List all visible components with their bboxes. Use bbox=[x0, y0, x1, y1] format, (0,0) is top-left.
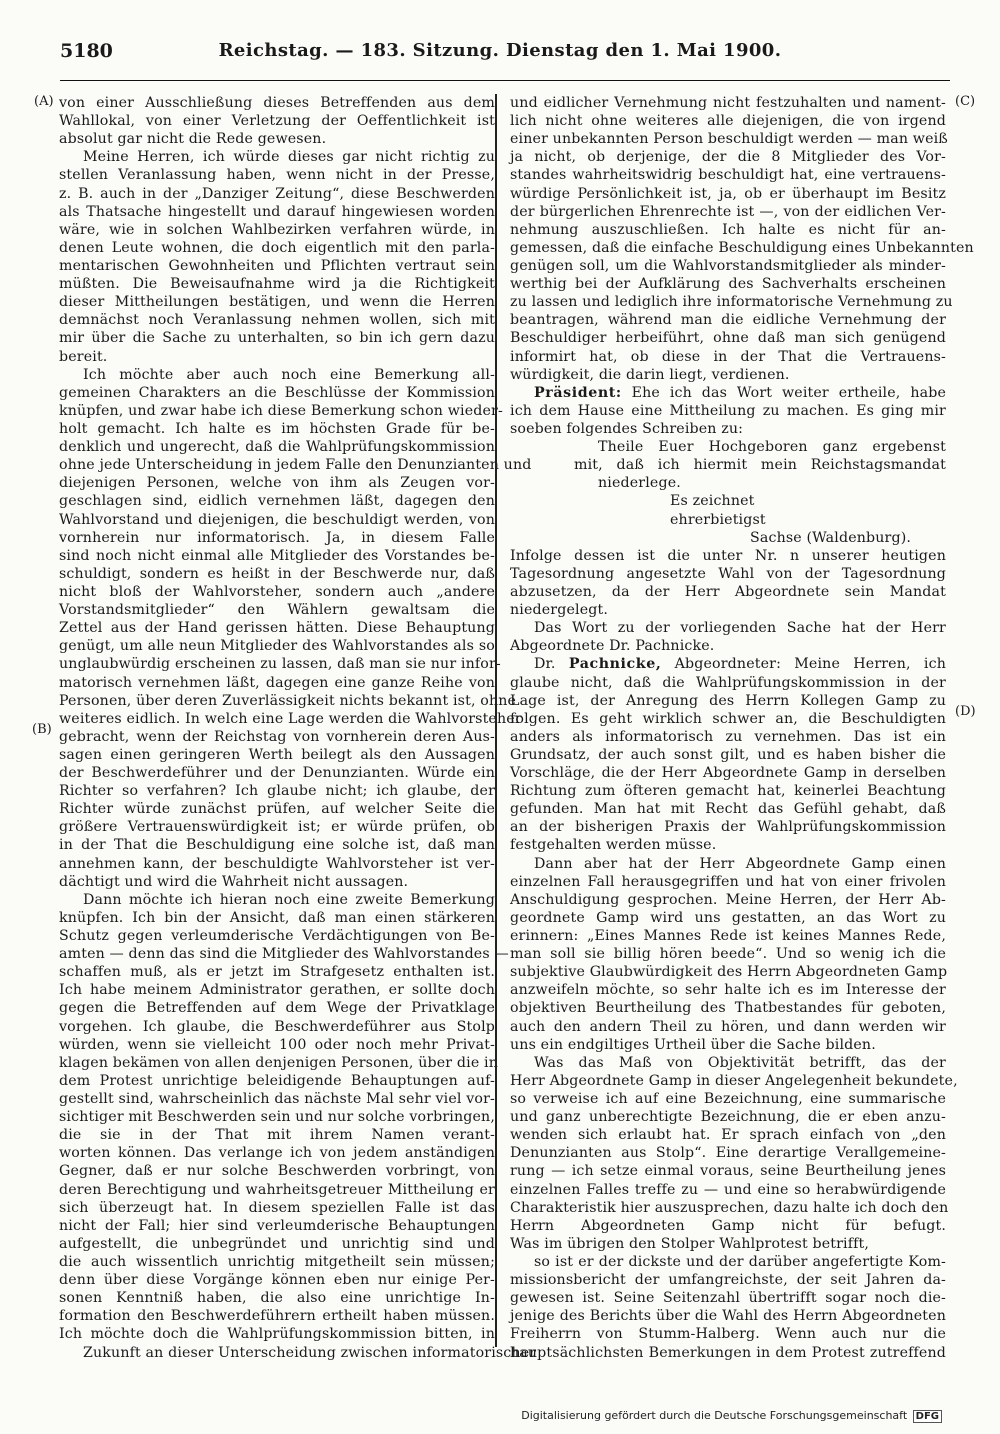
left-column-text-line: Wahlvorstand und diejenigen, die beschuldigt werden, von bbox=[59, 511, 495, 528]
right-column-text-line: Denunzianten aus Stolp“. Eine derartige Verallgemeine- bbox=[510, 1145, 946, 1162]
footer-credit: Digitalisierung gefördert durch die Deutsche Forschungsgemeinschaft bbox=[521, 1409, 908, 1422]
right-column-text-line: abzusetzen, da der Herr Abgeordnete sein Mandat bbox=[510, 583, 946, 600]
right-column-text-line: Herrn Abgeordneten Gamp nicht für befugt. bbox=[510, 1217, 946, 1234]
left-column-text-line: Zukunft an dieser Unterscheidung zwischen informatorischer bbox=[83, 1344, 537, 1361]
left-column-text-line: der Beschwerdeführer und der Denunzianten. Würde ein bbox=[59, 765, 495, 782]
right-column-text-line: Theile Euer Hochgeboren ganz ergebenst bbox=[598, 439, 946, 456]
left-column-text-line: stellen Veranlassung haben, wenn nicht in der Presse, bbox=[59, 167, 495, 184]
left-column-text-line: von einer Ausschließung dieses Betreffenden aus dem bbox=[59, 95, 495, 111]
right-column-text-line: Dr. Pachnicke, Abgeordneter: Meine Herren, ich bbox=[534, 656, 946, 673]
right-column-text-line: Beschuldiger herbeiführt, ohne daß man sich genügend bbox=[510, 330, 946, 347]
left-column-text-line: würden, wenn sie vielleicht 100 oder noch mehr Privat- bbox=[59, 1036, 495, 1053]
right-column-text-line: Tagesordnung angesetzte Wahl von der Tagesordnung bbox=[510, 565, 946, 582]
right-column-text-line: geordnete Gamp wird uns gestatten, an das Wort zu bbox=[510, 909, 946, 926]
left-column-text-line: Ich möchte aber auch noch eine Bemerkung all- bbox=[83, 366, 495, 383]
left-column-text-line: ohne jede Unterscheidung in jedem Falle den Denunzianten und bbox=[59, 457, 532, 474]
left-column-text-line: Personen, über deren Zuverlässigkeit nichts bekannt ist, ohne bbox=[59, 692, 517, 709]
right-column-text-line: Richtung zum öfteren gemacht hat, keinerlei Beachtung bbox=[510, 783, 946, 800]
left-column-text-line: matorisch vernehmen läßt, dagegen eine ganze Reihe von bbox=[59, 674, 495, 691]
right-column-text-line: Präsident: Ehe ich das Wort weiter ertheile, habe bbox=[534, 384, 946, 401]
left-column-text-line: denn über diese Vorgänge können eben nur einige Per- bbox=[59, 1272, 495, 1289]
left-column-text-line: nicht bloß der Wahlvorsteher, sondern auch „andere bbox=[59, 583, 495, 600]
running-title: Reichstag. — 183. Sitzung. Dienstag den 1. Mai 1900. bbox=[218, 40, 782, 61]
left-column-text-line: annehmen kann, der beschuldigte Wahlvorsteher ist ver- bbox=[59, 855, 495, 872]
left-column-text-line: denen Leute wohnen, die doch eigentlich mit den parla- bbox=[59, 239, 495, 256]
left-column-text-line: weiteres eidlich. In welch eine Lage werden die Wahlvorsteher bbox=[59, 710, 522, 727]
right-column-text-line: ja nicht, ob derjenige, der die 8 Mitglieder des Vor- bbox=[510, 149, 946, 166]
column-divider bbox=[495, 94, 497, 1347]
right-column-text-line: so verweise ich auf eine Bezeichnung, eine summarische bbox=[510, 1091, 946, 1108]
right-column-text-line: niedergelegt. bbox=[510, 602, 608, 619]
left-column-text-line: nicht der Fall; hier sind verleumderische Behauptungen bbox=[59, 1217, 495, 1234]
left-column-text-line: Vorstandsmitglieder“ den Wählern gewaltsam die bbox=[59, 602, 495, 619]
left-column-text-line: vorgehen. Ich glaube, die Beschwerdeführer aus Stolp bbox=[59, 1018, 495, 1035]
left-column-text-line: die sie in der That mit ihrem Namen verant- bbox=[59, 1127, 495, 1144]
left-column-text-line: unglaubwürdig erscheinen zu lassen, daß man sie nur infor- bbox=[59, 656, 501, 673]
right-column-text-line: niederlege. bbox=[598, 475, 681, 492]
right-column-text-line: Freiherrn von Stumm-Halberg. Wenn auch nur die bbox=[510, 1326, 946, 1343]
right-column-text-line: gewesen ist. Seine Seitenzahl übertrifft sogar noch die- bbox=[510, 1290, 946, 1307]
left-column-text-line: deren Berechtigung und wahrheitsgetreuer Mittheilung er bbox=[59, 1181, 495, 1198]
left-column-text-line: demnächst noch Veranlassung nehmen wollen, sich mit bbox=[59, 312, 495, 329]
left-column-text-line: Ich möchte doch die Wahlprüfungskommission bitten, in bbox=[59, 1326, 495, 1343]
right-column-text-line: standes wahrheitswidrig beschuldigt hat, eine vertrauens- bbox=[510, 167, 946, 184]
left-column-text-line: geschlagen sind, eidlich vernehmen läßt, dagegen den bbox=[59, 493, 495, 510]
right-column-text-line: so ist er der dickste und der darüber angefertigte Kom- bbox=[534, 1254, 946, 1270]
left-column-text-line: schuldigt, sondern es heißt in der Beschwerde nur, daß bbox=[59, 565, 495, 582]
left-column-text-line: die auch wissentlich unrichtig mitgetheilt sein müssen; bbox=[59, 1254, 495, 1270]
right-column-text-line: und ganz unberechtigte Bezeichnung, die er eben anzu- bbox=[510, 1109, 946, 1126]
page-number: 5180 bbox=[60, 40, 113, 62]
margin-mark-d: (D) bbox=[955, 704, 976, 719]
left-column-text-line: gebracht, wenn der Reichstag von vornherein deren Aus- bbox=[59, 728, 495, 745]
left-column-text-line: aufgestellt, die unbegründet und unrichtig sind und bbox=[59, 1235, 495, 1252]
right-column-text-line: anzweifeln möchte, so sehr halte ich es im Interesse der bbox=[510, 982, 946, 999]
right-column-text-line: hauptsächlichsten Bemerkungen in dem Protest zutreffend bbox=[510, 1344, 946, 1361]
speaker-name: Präsident: bbox=[534, 384, 622, 401]
left-column-text-line: z. B. auch in der „Danziger Zeitung“, diese Beschwerden bbox=[59, 185, 495, 202]
left-column-text-line: vornherein nur informatorisch. Ja, in diesem Falle bbox=[59, 529, 495, 546]
left-column-text-line: dem Protest unrichtige beleidigende Behauptungen auf- bbox=[59, 1072, 495, 1089]
left-column-text-line: worten können. Das verlange ich von jedem anständigen bbox=[59, 1145, 495, 1162]
right-column-text-line: gefunden. Man hat mit Recht das Gefühl gehabt, daß bbox=[510, 801, 946, 818]
right-column-text-line: man soll sie billig hören beede“. Und so wenig ich die bbox=[510, 946, 946, 963]
left-column-text-line: klagen bekämen von allen denjenigen Personen, über die in bbox=[59, 1054, 498, 1071]
right-column-text-line: einer unbekannten Person beschuldigt werden — man weiß bbox=[510, 131, 948, 148]
right-column-text-line: zu lassen und lediglich ihre informatorische Vernehmung zu bbox=[510, 294, 953, 311]
margin-mark-b: (B) bbox=[32, 722, 52, 737]
left-column-text-line: Ich habe meinem Administrator gerathen, er sollte doch bbox=[59, 982, 495, 999]
left-column-text-line: sagen einen geringeren Werth beilegt als den Aussagen bbox=[59, 746, 495, 763]
right-column-text-line: rung — ich setze einmal voraus, seine Beurtheilung jenes bbox=[510, 1163, 946, 1180]
left-column-text-line: sichtiger mit Beschwerden sein und nur solche vorbringen, bbox=[59, 1109, 495, 1126]
right-column-text-line: folgen. Es geht wirklich schwer an, die Beschuldigten bbox=[510, 710, 946, 727]
right-column-text-line: einzelnen Fall herausgegriffen und hat von einer frivolen bbox=[510, 873, 946, 890]
left-column-text-line: müßten. Die Beweisaufnahme wird ja die Richtigkeit bbox=[59, 276, 495, 293]
margin-mark-c: (C) bbox=[955, 94, 976, 109]
left-column-text-line: knüpfen, und zwar habe ich diese Bemerkung schon wieder- bbox=[59, 402, 503, 419]
right-column-text-line: jenige des Berichts über die Wahl des Herrn Abgeordneten bbox=[510, 1308, 946, 1325]
right-column-text-line: der bürgerlichen Ehrenrechte ist —, von der eidlichen Ver- bbox=[510, 203, 946, 220]
left-column-text-line: gemeinen Charakters an die Beschlüsse der Kommission bbox=[59, 384, 495, 401]
right-column-text-line: würdigkeit, die darin liegt, verdienen. bbox=[510, 366, 790, 383]
right-column-text-line: auch den andern Theil zu hören, und dann werden wir bbox=[510, 1018, 946, 1035]
left-column-text-line: gegen die Betreffenden auf dem Wege der Privatklage bbox=[59, 1000, 495, 1017]
left-column-text-line: sonen Kenntniß haben, die also eine unrichtige In- bbox=[59, 1290, 495, 1307]
right-column-text-line: einzelnen Falles treffe zu — und eine so herabwürdigende bbox=[510, 1181, 946, 1198]
right-column-text-line: nehmung auszuschließen. Ich halte es nicht für an- bbox=[510, 221, 946, 238]
right-column-text-line: Das Wort zu der vorliegenden Sache hat der Herr bbox=[534, 620, 946, 637]
left-column-text-line: dieser Mittheilungen bestätigen, und wenn die Herren bbox=[59, 294, 495, 311]
left-column-text-line: knüpfen. Ich bin der Ansicht, daß man einen stärkeren bbox=[59, 909, 495, 926]
right-column-text-line: genügen soll, um die Wahlvorstandsmitglieder als minder- bbox=[510, 257, 946, 274]
left-column-text-line: bereit. bbox=[59, 348, 108, 365]
right-column-text-line: Vorschläge, die der Herr Abgeordnete Gamp in derselben bbox=[510, 765, 946, 782]
left-column-text-line: formation den Beschwerdeführern ertheilt haben müssen. bbox=[59, 1308, 495, 1325]
left-column-text-line: genügt, um alle neun Mitglieder des Wahlvorstandes als so bbox=[59, 638, 495, 655]
right-column-text-line: erinnern: „Eines Mannes Rede ist keines Mannes Rede, bbox=[510, 928, 946, 945]
right-column-text-line: Sachse (Waldenburg). bbox=[750, 529, 912, 546]
left-column-text-line: mir über die Sache zu unterhalten, so bin ich gern dazu bbox=[59, 330, 495, 347]
right-column-text-line: würdige Persönlichkeit ist, ja, ob er überhaupt im Besitz bbox=[510, 185, 946, 202]
right-column-text-line: Dann aber hat der Herr Abgeordnete Gamp einen bbox=[534, 855, 946, 872]
left-column-text-line: diejenigen Personen, welche von ihm als Zeugen vor- bbox=[59, 475, 495, 492]
left-column-text-line: holt gemacht. Ich halte es im höchsten Grade für be- bbox=[59, 420, 495, 437]
left-column-text-line: schaffen muß, als er jetzt im Strafgesetz enthalten ist. bbox=[59, 964, 495, 981]
right-column-text-line: soeben folgendes Schreiben zu: bbox=[510, 420, 744, 437]
left-column-text-line: sich überzeugt hat. In diesem speziellen Falle ist das bbox=[59, 1199, 495, 1216]
right-column-text-line: ehrerbietigst bbox=[670, 511, 766, 528]
right-column-text-line: Abgeordnete Dr. Pachnicke. bbox=[510, 638, 715, 655]
right-column-text-line: glaube nicht, daß die Wahlprüfungskommission in der bbox=[510, 674, 946, 691]
right-column-text-line: lich nicht ohne weiteres alle diejenigen, die von irgend bbox=[510, 113, 946, 130]
right-column-text-line: Charakteristik hier auszusprechen, dazu halte ich doch den bbox=[510, 1199, 949, 1216]
margin-mark-a: (A) bbox=[34, 94, 54, 109]
left-column bbox=[59, 94, 537, 1362]
right-column-text-line: missionsbericht der umfangreichste, der seit Jahren da- bbox=[510, 1272, 946, 1289]
left-column-text-line: amten — denn das sind die Mitglieder des Wahlvorstandes — bbox=[59, 946, 509, 963]
left-column-text-line: Richter würde zunächst prüfen, auf welcher Seite die bbox=[59, 801, 495, 818]
right-column-text-line: Grundsatz, der auch sonst gilt, und es haben bisher die bbox=[510, 746, 946, 763]
dfg-logo: DFG bbox=[913, 1410, 942, 1423]
left-column-text-line: als Thatsache hingestellt und darauf hingewiesen worden bbox=[59, 203, 495, 220]
right-column-text-line: objektiven Beurtheilung des Thatbestandes für geboten, bbox=[510, 1000, 946, 1017]
right-column-text-line: informirt hat, ob diese in der That die Vertrauens- bbox=[510, 348, 946, 365]
right-column-text-line: wenden sich erlaubt hat. Er sprach einfach von „den bbox=[510, 1127, 946, 1144]
left-column-text-line: Zettel aus der Hand gerissen hätten. Diese Behauptung bbox=[59, 620, 495, 637]
footer bbox=[521, 1409, 942, 1422]
left-column-text-line: Gegner, daß er nur solche Beschwerden vorbringt, von bbox=[59, 1163, 495, 1180]
left-column-text-line: sind noch nicht einmal alle Mitglieder des Vorstandes be- bbox=[59, 547, 495, 564]
left-column-text-line: denklich und ungerecht, daß die Wahlprüfungskommission bbox=[59, 439, 495, 456]
right-column-text-line: und eidlicher Vernehmung nicht festzuhalten und nament- bbox=[510, 95, 946, 111]
left-column-text-line: absolut gar nicht die Rede gewesen. bbox=[59, 131, 327, 148]
left-column-text-line: Dann möchte ich hieran noch eine zweite Bemerkung bbox=[83, 891, 495, 908]
left-column-text-line: in der That die Beschuldigung eine solche ist, daß man bbox=[59, 837, 495, 854]
right-column-text-line: anders als informatorisch zu vernehmen. Das ist ein bbox=[510, 728, 946, 745]
right-column-text-line: an der bisherigen Praxis der Wahlprüfungskommission bbox=[510, 819, 946, 836]
left-column-text-line: dächtigt und wird die Wahrheit nicht aussagen. bbox=[59, 873, 409, 890]
left-column-text-line: Richter so verfahren? Ich glaube nicht; ich glaube, der bbox=[59, 783, 495, 800]
right-column-text-line: ich dem Hause eine Mittheilung zu machen. Es ging mir bbox=[510, 402, 946, 419]
right-column-text-line: werthig bei der Aufklärung des Sachverhalts erscheinen bbox=[510, 276, 946, 293]
right-column-text-line: Infolge dessen ist die unter Nr. n unserer heutigen bbox=[510, 547, 946, 564]
right-column-text-line: Herr Abgeordnete Gamp in dieser Angelegenheit bekundete, bbox=[510, 1072, 958, 1089]
right-column-text-line: uns ein endgiltiges Urtheil über die Sache bilden. bbox=[510, 1036, 876, 1053]
left-column-text-line: Meine Herren, ich würde dieses gar nicht richtig zu bbox=[83, 149, 495, 166]
left-column-text-line: mentarischen Gewohnheiten und Pflichten vertraut sein bbox=[59, 257, 495, 274]
right-column-text-line: mit, daß ich hiermit mein Reichstagsmandat bbox=[574, 457, 946, 474]
right-column-text-line: Was im übrigen den Stolper Wahlprotest betrifft, bbox=[510, 1235, 870, 1252]
left-column-text-line: Schutz gegen verleumderische Verdächtigungen von Be- bbox=[59, 928, 495, 945]
right-column-text-line: gemessen, daß die einfache Beschuldigung eines Unbekannten bbox=[510, 239, 974, 256]
left-column-text-line: gestellt sind, wahrscheinlich das nächste Mal sehr viel vor- bbox=[59, 1091, 495, 1108]
right-column-text-line: Anschuldigung gesprochen. Meine Herren, der Herr Ab- bbox=[510, 891, 946, 908]
right-column-text-line: Es zeichnet bbox=[670, 493, 755, 510]
left-column-text-line: Wahllokal, von einer Verletzung der Oeffentlichkeit ist bbox=[59, 113, 495, 130]
header-rule bbox=[60, 80, 950, 81]
left-column-text-line: größere Vertrauenswürdigkeit ist; er würde prüfen, ob bbox=[59, 819, 495, 836]
left-column-text-line: wäre, wie in solchen Wahlbezirken verfahren würde, in bbox=[59, 221, 495, 238]
right-column bbox=[510, 94, 974, 1362]
speaker-name: Pachnicke, bbox=[568, 656, 662, 673]
right-column-text-line: Lage ist, der Anregung des Herrn Kollegen Gamp zu bbox=[510, 692, 946, 709]
right-column-text-line: festgehalten werden müsse. bbox=[510, 837, 717, 854]
right-column-text-line: subjektive Glaubwürdigkeit des Herrn Abgeordneten Gamp bbox=[510, 964, 948, 981]
right-column-text-line: Was das Maß von Objektivität betrifft, das der bbox=[534, 1054, 946, 1071]
page-header bbox=[0, 40, 1000, 80]
right-column-text-line: beantragen, während man die eidliche Vernehmung der bbox=[510, 312, 946, 329]
